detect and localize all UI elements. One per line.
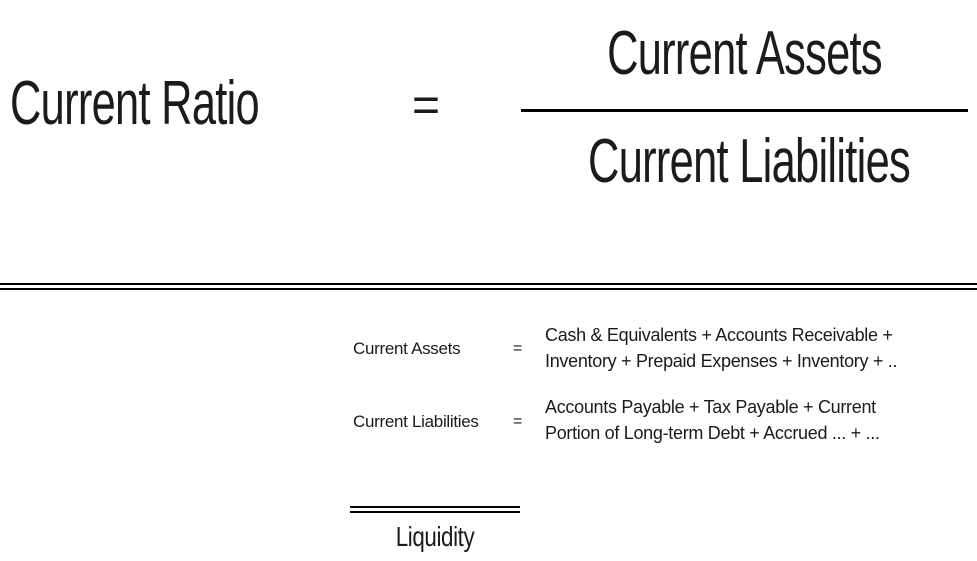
formula-fraction	[521, 0, 968, 220]
expansion-line: Accounts Payable + Tax Payable + Current	[545, 397, 876, 417]
fraction-bar	[521, 109, 968, 112]
fraction-numerator: Current Assets	[607, 19, 882, 88]
definition-term-current-assets: Current Assets	[353, 339, 461, 358]
fraction-denominator: Current Liabilities	[588, 127, 911, 196]
definition-equals-sign: =	[513, 340, 523, 357]
section-divider-rule	[0, 283, 977, 290]
definition-equals-sign: =	[513, 413, 523, 430]
expansion-line: Portion of Long-term Debt + Accrued ... + ...	[545, 423, 880, 443]
formula-lhs: Current Ratio	[10, 69, 259, 138]
liquidity-category-label: Liquidity	[395, 521, 475, 552]
definition-expansion-current-assets	[545, 322, 897, 374]
definition-term-current-liabilities: Current Liabilities	[353, 412, 479, 431]
definition-expansion-current-liabilities	[545, 394, 880, 446]
expansion-line: Inventory + Prepaid Expenses + Inventory + ..	[545, 351, 898, 371]
liquidity-double-rule	[350, 506, 520, 513]
formula-equals-sign: =	[412, 79, 441, 132]
expansion-line: Cash & Equivalents + Accounts Receivable +	[545, 325, 893, 345]
